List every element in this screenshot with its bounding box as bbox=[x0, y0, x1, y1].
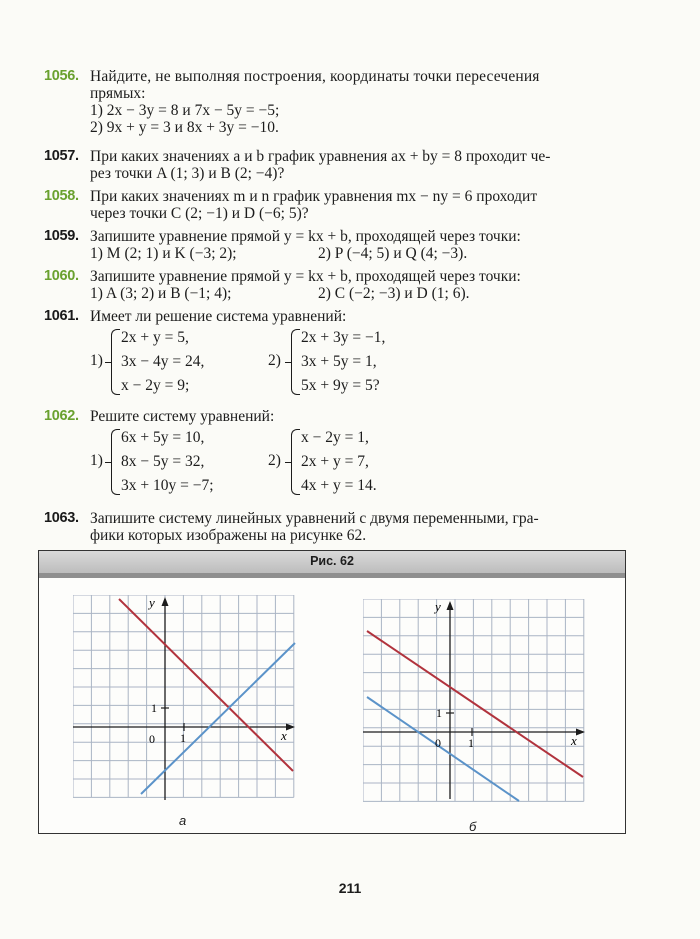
axis-label-x-a: x bbox=[281, 728, 287, 743]
y-axis-arrow-a bbox=[162, 597, 169, 606]
problem-item-1: 1) 2x − 3y = 8 и 7x − 5y = −5; bbox=[90, 102, 280, 119]
tick-label-y-a: 1 bbox=[151, 701, 157, 715]
system-label-2: 2) bbox=[268, 452, 281, 469]
system-row bbox=[0, 325, 700, 399]
system-label-1: 1) bbox=[90, 452, 103, 469]
equation-5: 2x + y = 7, bbox=[301, 453, 369, 470]
problem-text: При каких значениях m и n график уравнения mx − ny = 6 проходит bbox=[90, 188, 538, 205]
page-number: 211 bbox=[338, 880, 362, 896]
blue-line-a bbox=[141, 643, 295, 794]
problem-text: Найдите, не выполняя построения, координаты точки пересечения bbox=[90, 68, 540, 85]
problem-number: 1061. bbox=[44, 308, 79, 324]
tick-label-y-b: 1 bbox=[436, 706, 442, 720]
problem-text: При каких значениях a и b график уравнения ax + by = 8 проходит че- bbox=[90, 148, 551, 165]
problem-text: Запишите уравнение прямой y = kx + b, проходящей через точки: bbox=[90, 268, 521, 285]
caption-b: б bbox=[469, 819, 477, 834]
brace-left-1 bbox=[111, 329, 120, 395]
equation-4: x − 2y = 1, bbox=[301, 429, 369, 446]
problem-text: Запишите систему линейных уравнений с двумя переменными, гра- bbox=[90, 510, 539, 527]
brace-left-1 bbox=[111, 429, 120, 495]
equation-5: 3x + 5y = 1, bbox=[301, 353, 377, 370]
problem-number: 1060. bbox=[44, 268, 79, 284]
problem-1061 bbox=[0, 308, 700, 402]
grid-a bbox=[73, 595, 294, 797]
problem-1060 bbox=[0, 268, 700, 302]
problem-number: 1058. bbox=[44, 188, 79, 204]
equation-1: 6x + 5y = 10, bbox=[121, 429, 205, 446]
tick-label-x-a: 1 bbox=[180, 731, 186, 745]
figure-header-strip bbox=[39, 573, 625, 578]
blue-line-b bbox=[367, 697, 519, 801]
equation-4: 2x + 3y = −1, bbox=[301, 329, 386, 346]
problem-item-2: 2) 9x + y = 3 и 8x + 3y = −10. bbox=[90, 119, 279, 136]
problem-items bbox=[0, 245, 700, 262]
graph-a bbox=[73, 595, 299, 805]
problem-item-2: 2) P (−4; 5) и Q (4; −3). bbox=[318, 245, 468, 262]
problem-text-cont: рез точки A (1; 3) и B (2; −4)? bbox=[90, 165, 285, 182]
equation-2: 8x − 5y = 32, bbox=[121, 453, 205, 470]
equation-2: 3x − 4y = 24, bbox=[121, 353, 205, 370]
figure-62 bbox=[38, 550, 626, 834]
problem-text: Решите систему уравнений: bbox=[90, 408, 275, 425]
axis-label-x-b: x bbox=[571, 733, 577, 748]
caption-a: а bbox=[179, 813, 187, 828]
figure-header bbox=[39, 551, 625, 574]
problem-1063 bbox=[0, 510, 700, 544]
problem-list bbox=[0, 68, 700, 544]
problem-item-1: 1) A (3; 2) и B (−1; 4); bbox=[90, 285, 232, 302]
system-row bbox=[0, 425, 700, 499]
grid-b bbox=[363, 599, 584, 801]
brace-left-2 bbox=[291, 429, 300, 495]
problem-item-2: 2) C (−2; −3) и D (1; 6). bbox=[318, 285, 470, 302]
axis-label-y-a: y bbox=[149, 595, 155, 610]
problem-1059 bbox=[0, 228, 700, 262]
problem-text: Имеет ли решение система уравнений: bbox=[90, 308, 347, 325]
problem-1056 bbox=[0, 68, 700, 136]
problem-number: 1057. bbox=[44, 148, 79, 164]
equation-3: 3x + 10y = −7; bbox=[121, 477, 214, 494]
problem-text-cont: прямых: bbox=[90, 85, 146, 102]
brace-left-2 bbox=[291, 329, 300, 395]
problem-number: 1062. bbox=[44, 408, 79, 424]
problem-items bbox=[0, 285, 700, 302]
system-label-1: 1) bbox=[90, 352, 103, 369]
problem-1057 bbox=[0, 148, 700, 182]
problem-text-cont: фики которых изображены на рисунке 62. bbox=[90, 527, 367, 544]
figure-title: Рис. 62 bbox=[310, 554, 354, 568]
origin-label-b: 0 bbox=[435, 736, 441, 750]
red-line-a bbox=[119, 599, 293, 771]
axis-label-y-b: y bbox=[435, 599, 441, 614]
problem-item-1: 1) M (2; 1) и K (−3; 2); bbox=[90, 245, 237, 262]
problem-1062 bbox=[0, 408, 700, 502]
graph-b bbox=[363, 599, 589, 809]
equation-6: 5x + 9y = 5? bbox=[301, 377, 380, 394]
problem-text: Запишите уравнение прямой y = kx + b, проходящей через точки: bbox=[90, 228, 521, 245]
origin-label-a: 0 bbox=[149, 732, 155, 746]
problem-1058 bbox=[0, 188, 700, 222]
tick-label-x-b: 1 bbox=[468, 736, 474, 750]
equation-6: 4x + y = 14. bbox=[301, 477, 377, 494]
system-label-2: 2) bbox=[268, 352, 281, 369]
equation-1: 2x + y = 5, bbox=[121, 329, 189, 346]
problem-number: 1063. bbox=[44, 510, 79, 526]
equation-3: x − 2y = 9; bbox=[121, 377, 190, 394]
problem-text-cont: через точки C (2; −1) и D (−6; 5)? bbox=[90, 205, 309, 222]
y-axis-arrow-b bbox=[447, 601, 454, 610]
problem-number: 1059. bbox=[44, 228, 79, 244]
problem-number: 1056. bbox=[44, 68, 79, 84]
